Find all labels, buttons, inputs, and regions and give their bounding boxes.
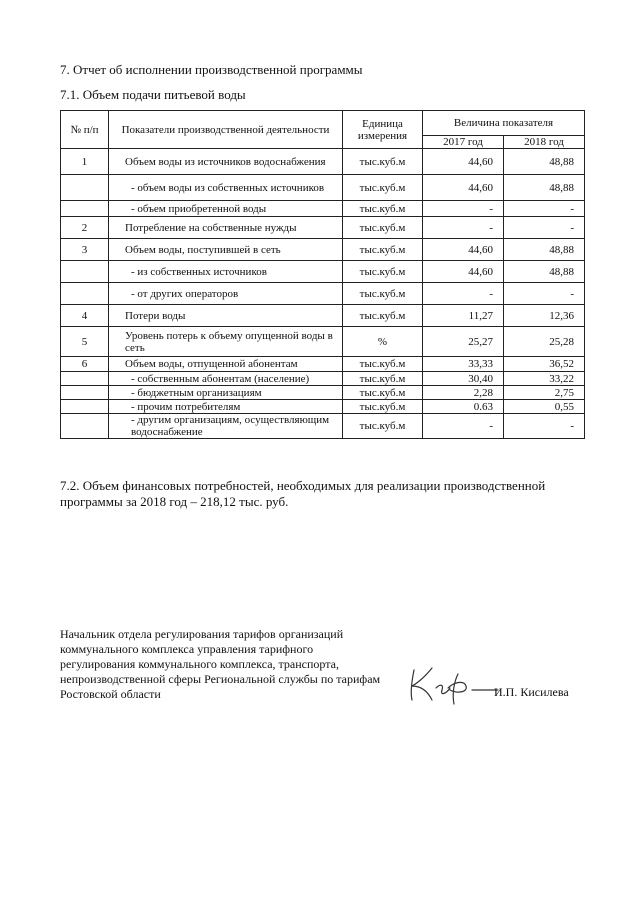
row-value-2018: 25,28 <box>504 327 585 357</box>
financial-needs-paragraph: 7.2. Объем финансовых потребностей, необходимых для реализации производственной программы за 2018 год – 218,12 тыс. руб. <box>60 478 546 509</box>
row-unit: тыс.куб.м <box>343 149 423 175</box>
row-indicator: Объем воды, отпущенной абонентам <box>109 357 343 372</box>
row-indicator: - бюджетным организациям <box>109 386 343 400</box>
table-row <box>61 372 585 386</box>
row-num <box>61 372 109 386</box>
row-value-2018: 33,22 <box>504 372 585 386</box>
row-unit: тыс.куб.м <box>343 261 423 283</box>
row-num: 6 <box>61 357 109 372</box>
row-indicator: - объем воды из собственных источников <box>109 175 343 201</box>
row-indicator: - другим организациям, осуществляющим водоснабжение <box>109 414 343 439</box>
row-num: 2 <box>61 217 109 239</box>
row-unit: тыс.куб.м <box>343 239 423 261</box>
row-unit: тыс.куб.м <box>343 305 423 327</box>
table-row <box>61 201 585 217</box>
header-num: № п/п <box>61 111 109 149</box>
row-indicator: - от других операторов <box>109 283 343 305</box>
row-num: 4 <box>61 305 109 327</box>
row-value-2017: 30,40 <box>423 372 504 386</box>
row-value-2018: 2,75 <box>504 386 585 400</box>
signatory-name: И.П. Кисилева <box>494 685 569 699</box>
table-row <box>61 357 585 372</box>
row-value-2018: 36,52 <box>504 357 585 372</box>
row-value-2017: 0.63 <box>423 400 504 414</box>
row-indicator: Потребление на собственные нужды <box>109 217 343 239</box>
row-num <box>61 261 109 283</box>
row-value-2018: 48,88 <box>504 175 585 201</box>
row-num <box>61 175 109 201</box>
row-value-2017: - <box>423 414 504 439</box>
row-unit: тыс.куб.м <box>343 357 423 372</box>
row-unit: тыс.куб.м <box>343 217 423 239</box>
row-unit: тыс.куб.м <box>343 201 423 217</box>
row-value-2017: 33,33 <box>423 357 504 372</box>
row-value-2018: 48,88 <box>504 149 585 175</box>
row-value-2018: 48,88 <box>504 261 585 283</box>
row-num <box>61 414 109 439</box>
header-indicator: Показатели производственной деятельности <box>109 111 343 149</box>
table-row <box>61 175 585 201</box>
signatory-title: Начальник отдела регулирования тарифов организаций коммунального комплекса управления тарифного регулирования коммунального комплекса, транспорта, непроизводственной сферы Региональной службы по тарифам Ростовской области <box>60 627 381 701</box>
row-value-2017: 25,27 <box>423 327 504 357</box>
row-value-2018: 0,55 <box>504 400 585 414</box>
row-indicator: - из собственных источников <box>109 261 343 283</box>
row-value-2018: - <box>504 217 585 239</box>
row-value-2018: 48,88 <box>504 239 585 261</box>
row-indicator: - объем приобретенной воды <box>109 201 343 217</box>
water-supply-table <box>60 110 585 439</box>
row-num: 5 <box>61 327 109 357</box>
table-row <box>61 386 585 400</box>
header-year-2018: 2018 год <box>504 136 585 149</box>
table-row <box>61 239 585 261</box>
row-unit: тыс.куб.м <box>343 386 423 400</box>
row-indicator: Объем воды из источников водоснабжения <box>109 149 343 175</box>
row-value-2017: - <box>423 217 504 239</box>
row-value-2018: - <box>504 414 585 439</box>
header-unit: Единица измерения <box>343 111 423 149</box>
row-unit: % <box>343 327 423 357</box>
row-num: 1 <box>61 149 109 175</box>
section-title: 7. Отчет об исполнении производственной программы <box>60 62 363 77</box>
row-value-2017: 44,60 <box>423 149 504 175</box>
row-num <box>61 386 109 400</box>
row-unit: тыс.куб.м <box>343 175 423 201</box>
table-row <box>61 283 585 305</box>
row-indicator: Потери воды <box>109 305 343 327</box>
table-row <box>61 414 585 439</box>
row-num: 3 <box>61 239 109 261</box>
table-row <box>61 305 585 327</box>
row-unit: тыс.куб.м <box>343 372 423 386</box>
row-num <box>61 400 109 414</box>
row-value-2018: - <box>504 201 585 217</box>
row-value-2017: - <box>423 283 504 305</box>
row-indicator: - прочим потребителям <box>109 400 343 414</box>
row-indicator: Объем воды, поступившей в сеть <box>109 239 343 261</box>
row-value-2018: 12,36 <box>504 305 585 327</box>
row-value-2017: - <box>423 201 504 217</box>
table-row <box>61 400 585 414</box>
row-value-2017: 11,27 <box>423 305 504 327</box>
subsection-title: 7.1. Объем подачи питьевой воды <box>60 87 246 102</box>
table-row <box>61 327 585 357</box>
row-unit: тыс.куб.м <box>343 283 423 305</box>
row-value-2017: 44,60 <box>423 239 504 261</box>
row-num <box>61 283 109 305</box>
table-row <box>61 261 585 283</box>
row-num <box>61 201 109 217</box>
row-value-2017: 44,60 <box>423 261 504 283</box>
row-indicator: - собственным абонентам (население) <box>109 372 343 386</box>
table-row <box>61 149 585 175</box>
row-unit: тыс.куб.м <box>343 400 423 414</box>
header-year-2017: 2017 год <box>423 136 504 149</box>
row-indicator: Уровень потерь к объему опущенной воды в сеть <box>109 327 343 357</box>
row-unit: тыс.куб.м <box>343 414 423 439</box>
row-value-2018: - <box>504 283 585 305</box>
table-row <box>61 217 585 239</box>
row-value-2017: 2,28 <box>423 386 504 400</box>
row-value-2017: 44,60 <box>423 175 504 201</box>
header-value: Величина показателя <box>423 111 585 136</box>
